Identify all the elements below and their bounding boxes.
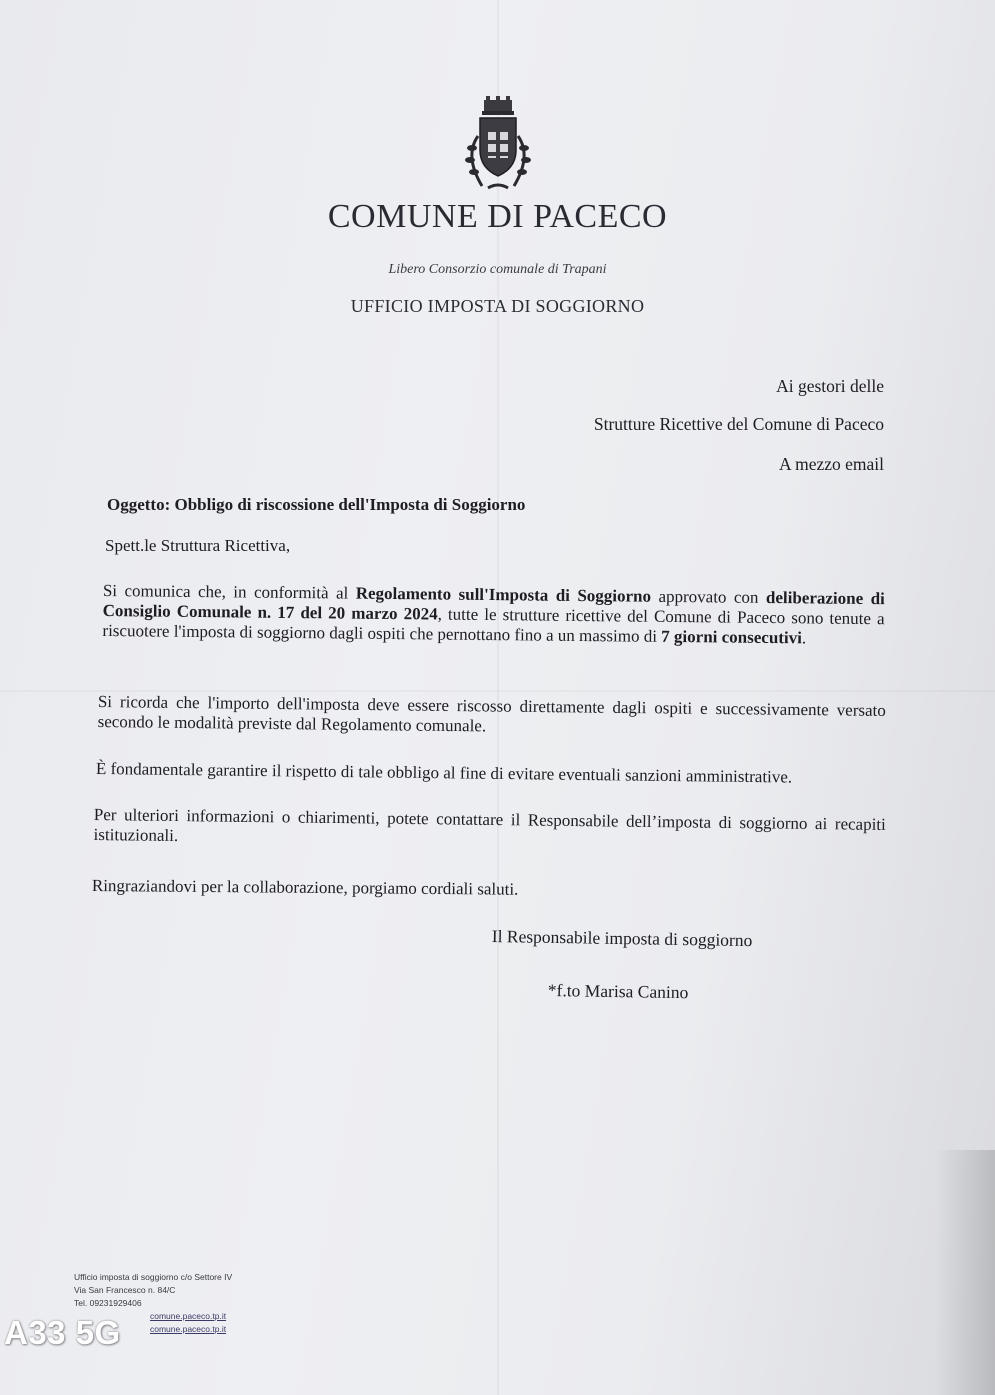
p1-bold-deliberation: deliberazione di Consiglio Comunale n. 17 del 20 marzo 2024	[102, 587, 885, 624]
signature-name: *f.to Marisa Canino	[547, 980, 689, 1003]
signature-role: Il Responsabile imposta di soggiorno	[491, 926, 753, 951]
paper-shadow	[935, 1150, 995, 1395]
footer-email-link[interactable]: comune.paceco.tp.it	[150, 1311, 227, 1321]
recipient-line-2: Strutture Ricettive del Comune di Paceco	[593, 414, 884, 434]
paragraph-2: Si ricorda che l'importo dell'imposta deve essere riscosso direttamente dagli ospiti e successivamente versato secondo le modalità previste dal Regolamento comunale.	[97, 692, 886, 736]
footer-phone: Tel. 09231929406	[74, 1298, 142, 1308]
paragraph-4: Per ulteriori informazioni o chiarimenti, potete contattare il Responsabile dell’imposta di soggiorno ai recapiti istituzionali.	[93, 805, 886, 846]
p1-text-1: Si comunica che, in conformità al	[102, 581, 356, 603]
letter-greeting: Spett.le Struttura Ricettiva,	[105, 536, 291, 555]
footer-address: Via San Francesco n. 84/C	[74, 1285, 176, 1295]
footer-office: Ufficio imposta di soggiorno c/o Settore IV	[74, 1272, 233, 1282]
p1-bold-regulation: Regolamento sull'Imposta di Soggiorno	[355, 583, 652, 606]
p1-text-2: approvato con	[650, 586, 767, 607]
municipality-title: COMUNE DI PACECO	[327, 198, 668, 235]
paragraph-5: Ringraziandovi per la collaborazione, porgiamo cordiali saluti.	[91, 876, 519, 899]
paragraph-3: È fondamentale garantire il rispetto di tale obbligo al fine di evitare eventuali sanzioni amministrative.	[95, 759, 793, 787]
town-crest-icon	[458, 96, 538, 196]
office-name: UFFICIO IMPOSTA DI SOGGIORNO	[350, 296, 645, 316]
consortium-subtitle: Libero Consorzio comunale di Trapani	[388, 262, 607, 277]
p1-bold-days: 7 giorni consecutivi	[661, 626, 803, 648]
recipient-line-3: A mezzo email	[779, 454, 884, 474]
p1-text-3: , tutte le strutture ricettive del Comune di Paceco sono tenute a riscuotere l'imposta di soggiorno dagli ospiti che pernottano fino a un massimo di	[102, 604, 885, 646]
recipient-line-1: Ai gestori delle	[776, 376, 884, 396]
letter-subject: Oggetto: Obbligo di riscossione dell'Imposta di Soggiorno	[107, 495, 526, 514]
footer-pec-link[interactable]: comune.paceco.tp.it	[150, 1324, 227, 1334]
camera-watermark: A33 5G	[4, 1314, 121, 1351]
p1-text-4: .	[801, 628, 807, 648]
paragraph-1	[102, 581, 885, 649]
